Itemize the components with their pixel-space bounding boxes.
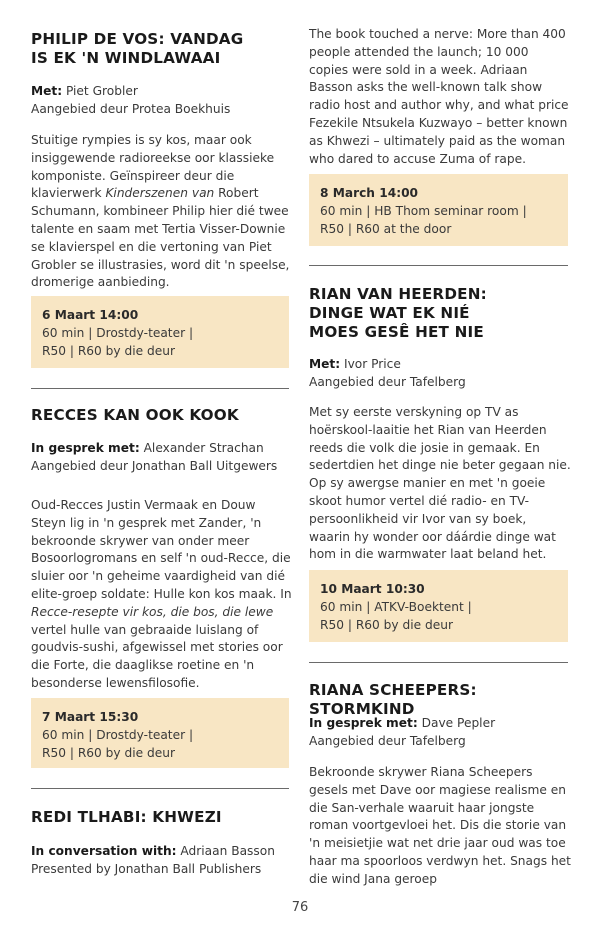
meta-label: Met: bbox=[309, 357, 341, 371]
event-title: RIAN VAN HEERDEN: DINGE WAT EK NIÉ MOES GESÊ HET NIE bbox=[309, 285, 487, 341]
event-meta bbox=[31, 842, 293, 878]
event-date: 8 March 14:00 bbox=[320, 186, 419, 200]
section-divider bbox=[309, 662, 568, 663]
section-divider bbox=[31, 388, 289, 389]
meta-label: Met: bbox=[31, 84, 63, 98]
event-title: PHILIP DE VOS: VANDAG IS EK 'N WINDLAWAAI bbox=[31, 30, 244, 67]
event-price: R50 | R60 by die deur bbox=[320, 618, 453, 632]
event-price: R50 | R60 by die deur bbox=[42, 746, 175, 760]
meta-value: Alexander Strachan bbox=[143, 441, 264, 455]
event-price: R50 | R60 at the door bbox=[320, 222, 452, 236]
event-meta bbox=[309, 355, 571, 391]
meta-presenter: Presented by Jonathan Ball Publishers bbox=[31, 862, 262, 876]
section-divider bbox=[309, 265, 568, 266]
event-venue: 60 min | Drostdy-teater | bbox=[42, 728, 194, 742]
meta-presenter: Aangebied deur Protea Boekhuis bbox=[31, 102, 231, 116]
event-description: Met sy eerste verskyning op TV as hoërskool-laaitie het Rian van Heerden reeds die volk die josie in gemaak. En sedertdien het dinge nie beter gegaan nie. Op sy awergse manier en met 'n goeie skoot humor vertel dié radio- en TV-persoonlikheid vir Ivor van sy boek, waarin hy wonder oor dáárdie dinge wat hom in die warmwater laat beland het. bbox=[309, 405, 571, 562]
meta-presenter: Aangebied deur Tafelberg bbox=[309, 734, 466, 748]
event-description: Bekroonde skrywer Riana Scheepers gesels met Dave oor magiese realisme en die San-verhale waaruit haar jongste roman voortgevloei het. Dis die storie van 'n meisietjie wat net drie jaar oud was toe haar ma spoorloos verdwyn het. Snags het die wind Jana geroep bbox=[309, 765, 571, 886]
page-number: 76 bbox=[291, 900, 309, 915]
meta-presenter: Aangebied deur Tafelberg bbox=[309, 375, 466, 389]
section-divider bbox=[31, 788, 289, 789]
event-meta bbox=[31, 439, 293, 475]
event-schedule-box bbox=[309, 570, 568, 642]
event-venue: 60 min | Drostdy-teater | bbox=[42, 326, 194, 340]
event-meta bbox=[31, 82, 293, 118]
meta-value: Dave Pepler bbox=[421, 716, 496, 730]
event-description: Stuitige rympies is sy kos, maar ook insiggewende radioreekse oor klassieke komponiste. Geïnspireer deur die klavierwerk Kinderszenen van Robert Schumann, kombineer Philip hier dié twee talente en saam met Tertia Visser-Downie se klavierspel en die vertoning van Piet Grobler se illustrasies, word dit 'n speelse, dromerige aanbieding. bbox=[31, 133, 290, 290]
event-date: 10 Maart 10:30 bbox=[320, 582, 425, 596]
event-schedule-box bbox=[309, 174, 568, 246]
event-venue: 60 min | ATKV-Boektent | bbox=[320, 600, 472, 614]
event-title: RIANA SCHEEPERS: STORMKIND bbox=[309, 681, 477, 718]
meta-presenter: Aangebied deur Jonathan Ball Uitgewers bbox=[31, 459, 278, 473]
event-description: Oud-Recces Justin Vermaak en Douw Steyn lig in 'n gesprek met Zander, 'n bekroonde skrywer van onder meer Bosoorlogromans en self 'n oud-Recce, die sluier oor 'n geheime vaardigheid van dié elite-groep soldate: Hulle kon kos maak. In Recce-resepte vir kos, die bos, die lewe vertel hulle van gebraaide luislang of goudvis-sushi, afgewissel met stories oor die Forte, die daaglikse roetine en 'n besonderse lewensfilosofie. bbox=[31, 498, 292, 690]
meta-label: In gesprek met: bbox=[31, 441, 140, 455]
event-title: RECCES KAN OOK KOOK bbox=[31, 406, 239, 424]
event-price: R50 | R60 by die deur bbox=[42, 344, 175, 358]
event-venue: 60 min | HB Thom seminar room | bbox=[320, 204, 527, 218]
meta-label: In gesprek met: bbox=[309, 716, 418, 730]
event-schedule-box bbox=[31, 698, 289, 768]
event-description: The book touched a nerve: More than 400 people attended the launch; 10 000 copies were sold in a week. Adriaan Basson asks the well-known talk show radio host and author why, and what price Fezekile Ntsukela Kuzwayo – better known as Khwezi – ultimately paid as the woman who dared to accuse Zuma of rape. bbox=[309, 27, 569, 166]
event-meta bbox=[309, 714, 571, 750]
meta-label: In conversation with: bbox=[31, 844, 177, 858]
event-title: REDI TLHABI: KHWEZI bbox=[31, 808, 222, 826]
meta-value: Ivor Price bbox=[343, 357, 401, 371]
event-date: 6 Maart 14:00 bbox=[42, 308, 139, 322]
meta-value: Adriaan Basson bbox=[180, 844, 275, 858]
event-schedule-box bbox=[31, 296, 289, 368]
event-date: 7 Maart 15:30 bbox=[42, 710, 139, 724]
meta-value: Piet Grobler bbox=[65, 84, 138, 98]
